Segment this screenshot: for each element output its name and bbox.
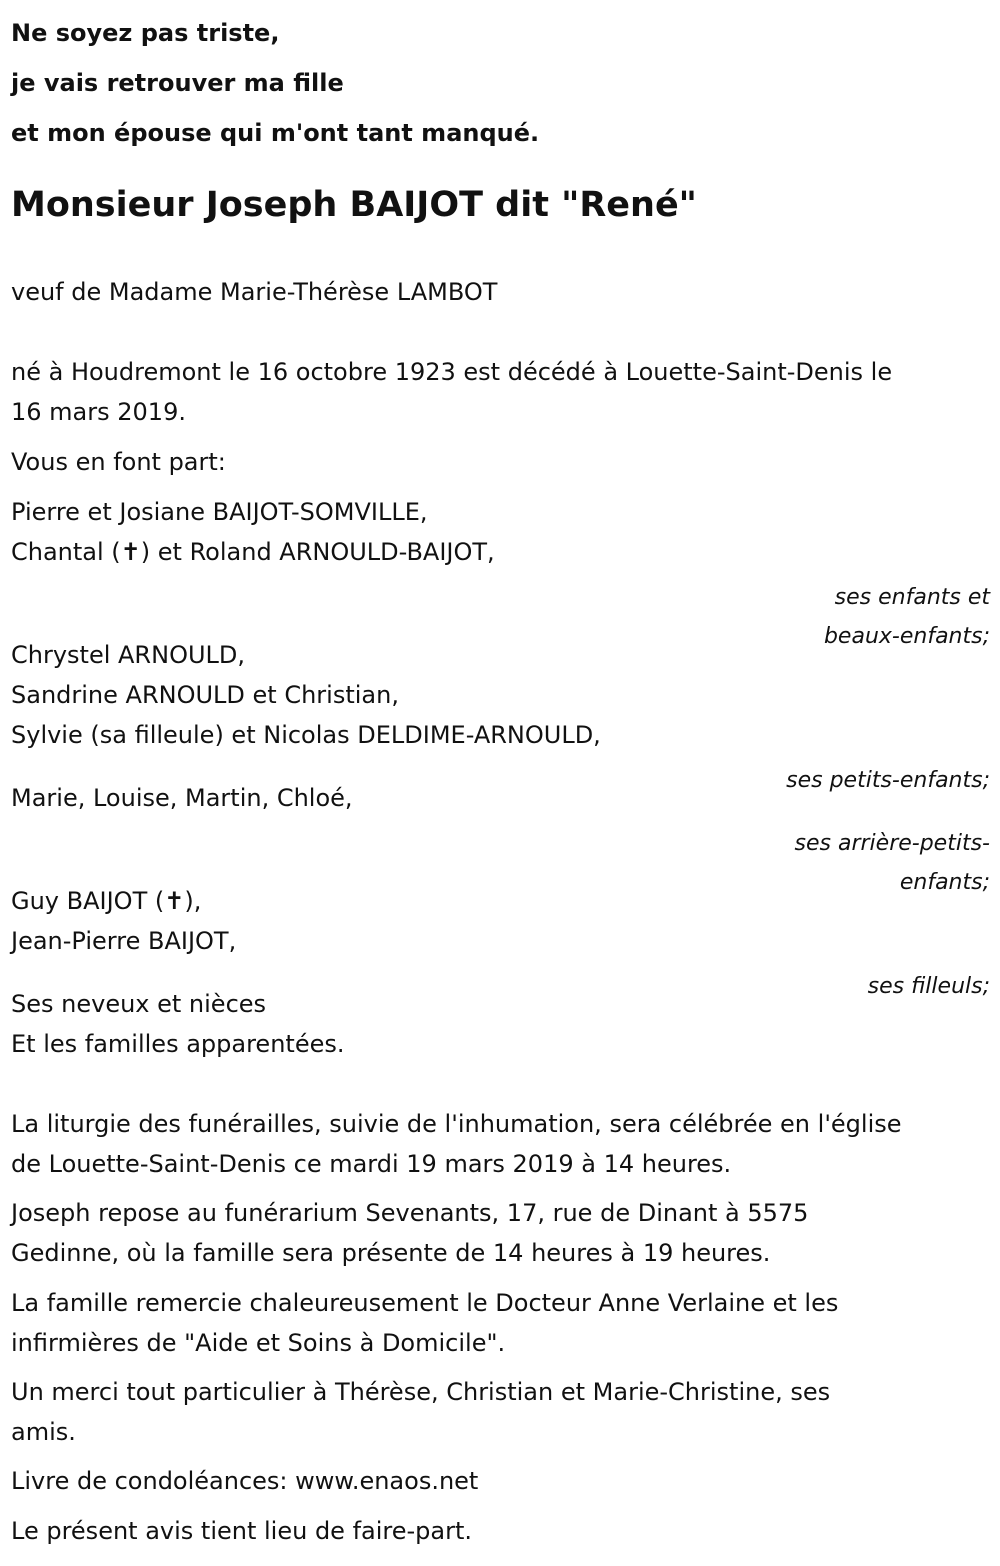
relatives-line-2: Et les familles apparentées. — [11, 1030, 345, 1058]
thanks-line-2: infirmières de "Aide et Soins à Domicile". — [11, 1329, 506, 1357]
great-grandchildren-role-line-1: ses arrière-petits- — [794, 831, 990, 856]
special-thanks-line-2: amis. — [11, 1418, 76, 1446]
quote-line-3: et mon épouse qui m'ont tant manqué. — [11, 119, 540, 147]
godchildren-role: ses filleuls; — [867, 974, 990, 999]
grandchildren-name-3: Sylvie (sa filleule) et Nicolas DELDIME-ARNOULD, — [11, 721, 601, 749]
godchildren-name-2: Jean-Pierre BAIJOT, — [11, 927, 237, 955]
opening-quote — [11, 0, 990, 158]
relatives-line-1: Ses neveux et nièces — [11, 990, 267, 1018]
children-role-line-2: beaux-enfants; — [823, 624, 990, 649]
funeral-home-line-1: Joseph repose au funérarium Sevenants, 17, rue de Dinant à 5575 — [11, 1199, 809, 1227]
deceased-name: Monsieur Joseph BAIJOT dit "René" — [11, 185, 697, 225]
children-name-1: Pierre et Josiane BAIJOT-SOMVILLE, — [11, 498, 428, 526]
children-name-2: Chantal (✝) et Roland ARNOULD-BAIJOT, — [11, 538, 495, 566]
special-thanks-line-1: Un merci tout particulier à Thérèse, Christian et Marie-Christine, ses — [11, 1378, 831, 1406]
birth-death-line-1: né à Houdremont le 16 octobre 1923 est décédé à Louette-Saint-Denis le — [11, 358, 893, 386]
liturgy-line-2: de Louette-Saint-Denis ce mardi 19 mars 2019 à 14 heures. — [11, 1150, 732, 1178]
thanks-line-1: La famille remercie chaleureusement le Docteur Anne Verlaine et les — [11, 1289, 839, 1317]
grandchildren-role: ses petits-enfants; — [786, 768, 990, 793]
birth-death-line-2: 16 mars 2019. — [11, 398, 186, 426]
grandchildren-name-2: Sandrine ARNOULD et Christian, — [11, 681, 399, 709]
godchildren-name-1: Guy BAIJOT (✝), — [11, 887, 202, 915]
grandchildren-name-1: Chrystel ARNOULD, — [11, 641, 245, 669]
closing-line: Le présent avis tient lieu de faire-part. — [11, 1517, 473, 1545]
children-role-line-1: ses enfants et — [834, 585, 990, 610]
quote-line-1: Ne soyez pas triste, — [11, 19, 280, 47]
announce-text: Vous en font part: — [11, 448, 226, 476]
quote-line-2: je vais retrouver ma fille — [11, 69, 344, 97]
liturgy-line-1: La liturgie des funérailles, suivie de l'inhumation, sera célébrée en l'église — [11, 1110, 902, 1138]
condolences-line: Livre de condoléances: www.enaos.net — [11, 1467, 479, 1495]
great-grandchildren-names: Marie, Louise, Martin, Chloé, — [11, 784, 353, 812]
great-grandchildren-role-line-2: enfants; — [899, 870, 990, 895]
funeral-home-line-2: Gedinne, où la famille sera présente de 14 heures à 19 heures. — [11, 1239, 771, 1267]
widower-of: veuf de Madame Marie-Thérèse LAMBOT — [11, 278, 498, 306]
